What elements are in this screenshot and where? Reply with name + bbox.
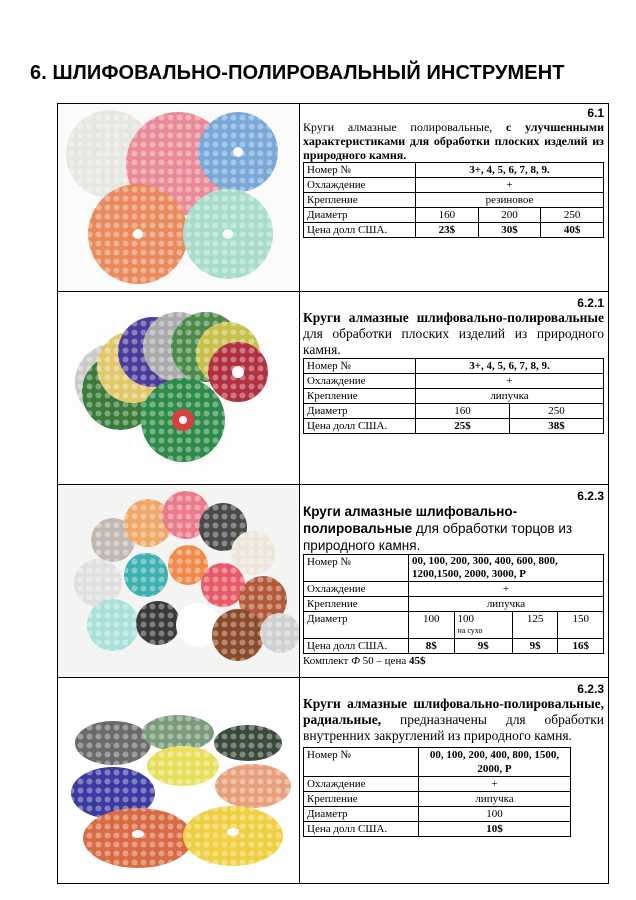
polishing-discs-photo <box>58 104 300 291</box>
spec-table: Номер № 3+, 4, 5, 6, 7, 8, 9. Охлаждение + Крепление резиновое Диаметр 160 200 250 Цена долл США. 23$ 30$ 40$ <box>303 162 604 238</box>
section-code: 6.2.1 <box>577 296 604 310</box>
spec-table: Номер № 00, 100, 200, 400, 800, 1500, 2000, Р Охлаждение + Крепление липучка Диаметр 100 Цена долл США. 10$ <box>303 747 571 837</box>
section-description: Круги алмазные шлифовально-полировальные для обработки плоских изделий из природного камня. <box>303 310 604 357</box>
page-title: 6. ШЛИФОВАЛЬНО-ПОЛИРОВАЛЬНЫЙ ИНСТРУМЕНТ <box>30 62 565 84</box>
spec-table: Номер № 00, 100, 200, 300, 400, 600, 800, 1200,1500, 2000, 3000, Р Охлаждение + Крепление липучка Диаметр 100 100 на сухо 125 150 Цена долл США. 8$ 9$ 9$ 16$ <box>303 554 604 654</box>
section-code: 6.2.3 <box>577 682 604 696</box>
edge-polishing-discs-photo <box>58 485 300 677</box>
section-6-1 <box>58 104 608 292</box>
section-description: Круги алмазные шлифовально-полировальные для обработки торцов из природного камня. <box>303 504 573 553</box>
section-code: 6.2.3 <box>577 489 604 503</box>
section-description: Круги алмазные полировальные, с улучшенными характеристиками для обработки плоских изделий из природного камня. <box>303 120 604 162</box>
radial-discs-photo <box>58 678 300 883</box>
section-6-2-3-radial <box>58 678 608 883</box>
section-description: Круги алмазные шлифовально-полировальные, радиальные, предназначены для обработки внутренних закруглений из природного камня. <box>303 696 604 743</box>
section-6-2-3-edges <box>58 485 608 678</box>
section-code: 6.1 <box>587 106 604 120</box>
spec-table: Номер № 3+, 4, 5, 6, 7, 8, 9. Охлаждение + Крепление липучка Диаметр 160 250 Цена долл США. 25$ 38$ <box>303 358 604 434</box>
kit-price-note: Комплект Ф 50 – цена 45$ <box>303 655 426 667</box>
grinding-discs-photo <box>58 292 300 484</box>
catalog-frame <box>57 103 609 884</box>
section-6-2-1 <box>58 292 608 485</box>
